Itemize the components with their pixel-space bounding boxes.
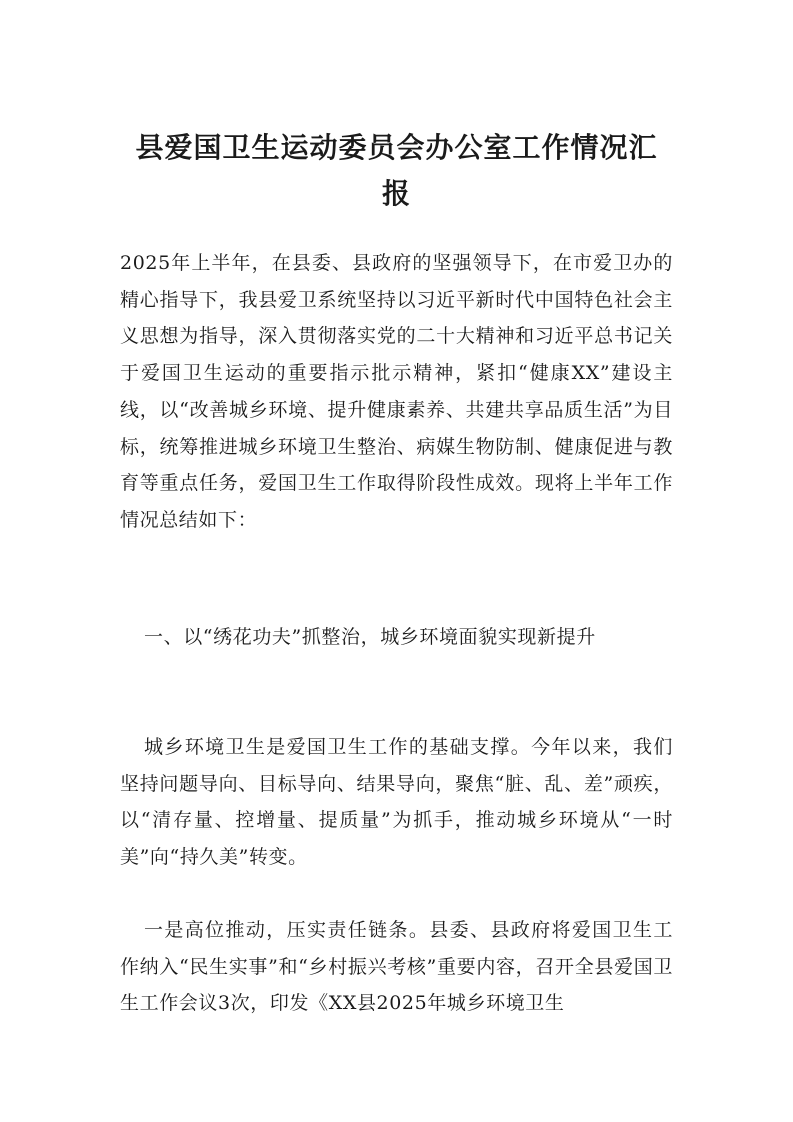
section-1-point-1-paragraph: 一是高位推动，压实责任链条。县委、县政府将爱国卫生工作纳入“民生实事”和“乡村振兴考核”重要内容，召开全县爱国卫生工作会议3次，印发《XX县2025年城乡环境卫生 [120,919,673,1015]
document-title-line-1: 县爱国卫生运动委员会办公室工作情况汇 [135,131,658,164]
section-heading-1: 一、以“绣花功夫”抓整治，城乡环境面貌实现新提升 [144,626,596,648]
document-title-line-2: 报 [381,177,411,210]
intro-paragraph: 2025年上半年，在县委、县政府的坚强领导下，在市爱卫办的精心指导下，我县爱卫系统坚持以习近平新时代中国特色社会主义思想为指导，深入贯彻落实党的二十大精神和习近平总书记关于爱国卫生运动的重要指示批示精神，紧扣“健康XX”建设主线，以“改善城乡环境、提升健康素养、共建共享品质生活”为目标，统筹推进城乡环境卫生整治、病媒生物防制、健康促进与教育等重点任务，爱国卫生工作取得阶段性成效。现将上半年工作情况总结如下： [120,252,673,531]
section-1-paragraph: 城乡环境卫生是爱国卫生工作的基础支撑。今年以来，我们坚持问题导向、目标导向、结果导向，聚焦“脏、乱、差”顽疾，以“清存量、控增量、提质量”为抓手，推动城乡环境从“一时美”向“持久美”转变。 [120,736,673,869]
